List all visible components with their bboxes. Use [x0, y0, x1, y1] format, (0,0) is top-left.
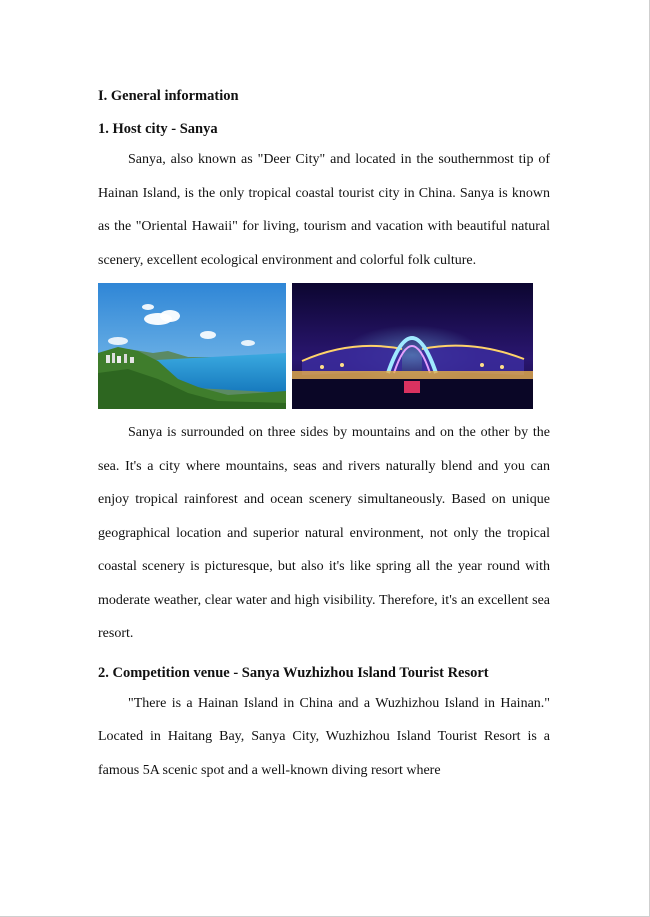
- photo-sanya-coast: [98, 283, 286, 409]
- paragraph-sanya-geography: Sanya is surrounded on three sides by mountains and on the other by the sea. It's a city where mountains, seas and rivers naturally blend and you can enjoy tropical rainforest and ocean scenery simultaneously. Based on unique geographical location and superior natural environment, not only the tropical coastal scenery is picturesque, but also it's like spring all the year round with moderate weather, clear water and high visibility. Therefore, it's an excellent sea resort.: [98, 425, 550, 641]
- photo-night-venue: [292, 283, 533, 409]
- subsection-title-competition-venue: 2. Competition venue - Sanya Wuzhizhou Island Tourist Resort: [98, 664, 489, 681]
- page-content: [98, 83, 550, 787]
- paragraph-wuzhizhou: "There is a Hainan Island in China and a Wuzhizhou Island in Hainan." Located in Haitang Bay, Sanya City, Wuzhizhou Island Tourist Resort is a famous 5A scenic spot and a well-known diving resort where: [98, 695, 550, 778]
- paragraph-sanya-intro: Sanya, also known as "Deer City" and located in the southernmost tip of Hainan Island, is the only tropical coastal tourist city in China. Sanya is known as the "Oriental Hawaii" for living, tourism and vacation with beautiful natural scenery, excellent ecological environment and colorful folk culture.: [98, 152, 550, 268]
- subsection-title-host-city: 1. Host city - Sanya: [98, 121, 218, 137]
- photo-row: [98, 283, 550, 411]
- section-title: I. General information: [98, 88, 239, 104]
